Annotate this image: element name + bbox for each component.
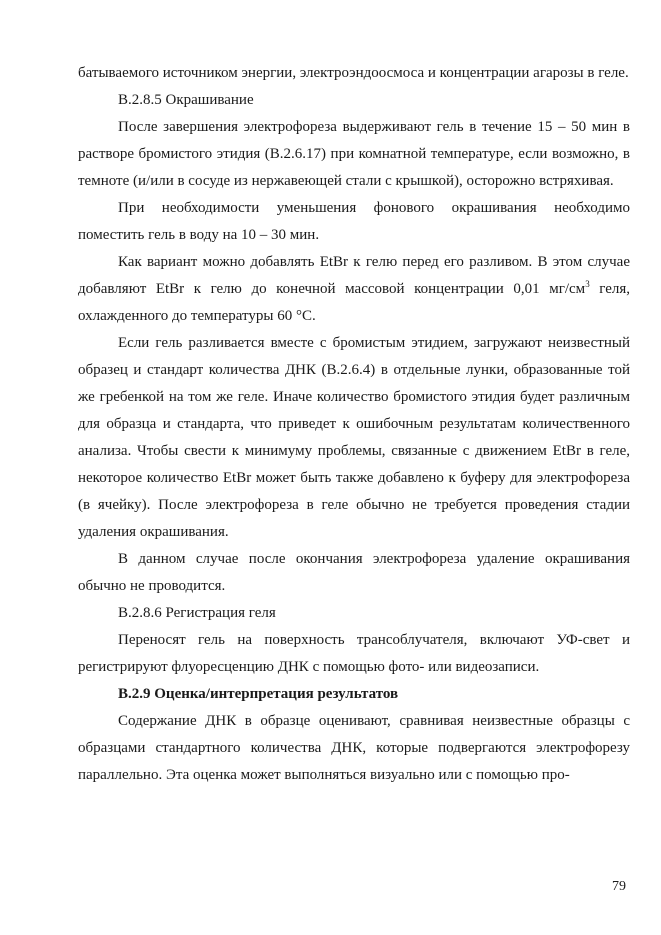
superscript-cubic: 3 — [585, 279, 590, 289]
paragraph-staining-3-text-b: геля, охлажденного до температуры 60 °C. — [78, 281, 631, 324]
section-heading-evaluation: В.2.9 Оценка/интерпретация результатов — [118, 686, 399, 702]
paragraph-staining-3 — [78, 249, 630, 330]
section-heading-staining: В.2.8.5 Окрашивание — [118, 92, 254, 108]
page-number: 79 — [612, 879, 626, 894]
paragraph-staining-3-text-a: Как вариант можно добавлять EtBr к гелю перед его разливом. В этом случае добавляют EtBr к гелю до конечной массовой концентрации 0,01 мг/см — [78, 254, 630, 297]
paragraph-staining-4: Если гель разливается вместе с бромистым этидием, загружают неизвестный образец и стандарт количества ДНК (В.2.6.4) в отдельные лунки, образованные той же гребенкой на том же геле. Иначе количество бромистого этидия будет различным для образца и стандарта, что приведет к ошибочным результатам количественного анализа. Чтобы свести к минимуму проблемы, связанные с движением EtBr в геле, некоторое количество EtBr может быть также добавлено к буферу для электрофореза (в ячейку). После электрофореза в геле обычно не требуется проведения стадии удаления окрашивания. — [78, 335, 630, 540]
paragraph-registration: Переносят гель на поверхность трансоблучателя, включают УФ-свет и регистрируют флуоресценцию ДНК с помощью фото- или видеозаписи. — [78, 632, 630, 675]
paragraph-staining-2: При необходимости уменьшения фонового окрашивания необходимо поместить гель в воду на 10 – 30 мин. — [78, 200, 630, 243]
paragraph-staining-1: После завершения электрофореза выдерживают гель в течение 15 – 50 мин в растворе бромистого этидия (В.2.6.17) при комнатной температуре, если возможно, в темноте (и/или в сосуде из нержавеющей стали с крышкой), осторожно встряхивая. — [78, 119, 630, 189]
paragraph-intro: батываемого источником энергии, электроэндоосмоса и концентрации агарозы в геле. — [78, 65, 629, 81]
document-page — [78, 60, 630, 789]
section-heading-registration: В.2.8.6 Регистрация геля — [118, 605, 276, 621]
paragraph-evaluation: Содержание ДНК в образце оценивают, сравнивая неизвестные образцы с образцами стандартного количества ДНК, которые подвергаются электрофорезу параллельно. Эта оценка может выполняться визуально или с помощью про- — [78, 713, 630, 783]
paragraph-staining-5: В данном случае после окончания электрофореза удаление окрашивания обычно не проводится. — [78, 551, 630, 594]
